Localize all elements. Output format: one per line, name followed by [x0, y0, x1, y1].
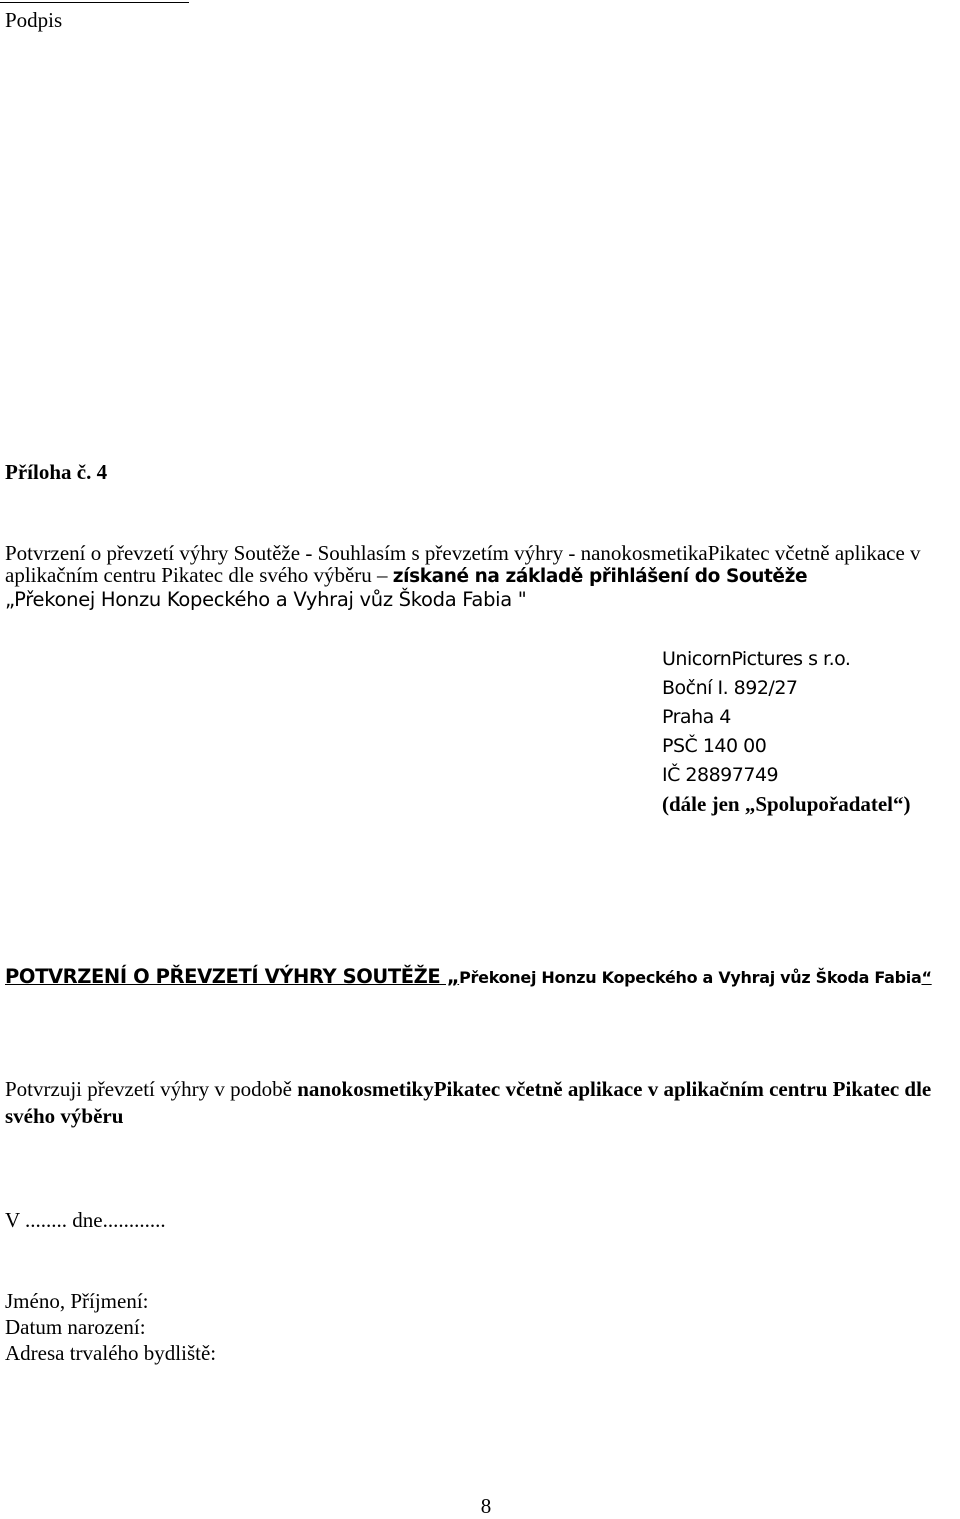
field-address-label: Adresa trvalého bydliště: — [5, 1341, 217, 1365]
heading-main: POTVRZENÍ O PŘEVZETÍ VÝHRY SOUTĚŽE „ — [5, 965, 460, 988]
signature-label: Podpis — [5, 8, 63, 32]
confirmation-heading — [5, 962, 960, 994]
organizer-street: Boční I. 892/27 — [662, 677, 798, 699]
field-name-label: Jméno, Příjmení: — [5, 1289, 149, 1313]
confirmation-paragraph — [5, 1076, 957, 1130]
heading-close-quote: “ — [921, 968, 932, 987]
place-date-line: V ........ dne............ — [5, 1208, 166, 1232]
organizer-ico: IČ 28897749 — [662, 764, 779, 786]
heading-contest: Překonej Honzu Kopeckého a Vyhraj vůz Škoda Fabia — [459, 968, 922, 987]
intro-text: Potvrzení o převzetí výhry Soutěže - Souhlasím s převzetím výhry - nanokosmetikaPikatec včetně aplikace v aplikačním centru Pikatec dle svého výběru – — [5, 541, 921, 587]
organizer-zip: PSČ 140 00 — [662, 735, 767, 757]
organizer-city: Praha 4 — [662, 706, 731, 728]
organizer-name: UnicornPictures s r.o. — [662, 648, 851, 670]
organizer-alias: (dále jen „Spolupořadatel“) — [662, 792, 911, 816]
annex-title: Příloha č. 4 — [5, 460, 108, 484]
page-number: 8 — [480, 1494, 492, 1518]
intro-paragraph — [5, 542, 957, 611]
signature-line — [0, 2, 189, 3]
field-birth-label: Datum narození: — [5, 1315, 146, 1339]
confirmation-text-bold: nanokosmetikyPikatec včetně aplikace v aplikačním centru Pikatec dle svého výběru — [5, 1077, 932, 1128]
confirmation-text: Potvrzuji převzetí výhry v podobě — [5, 1077, 298, 1101]
organizer-block — [662, 645, 911, 819]
intro-contest-name: „Překonej Honzu Kopeckého a Vyhraj vůz Škoda Fabia " — [5, 588, 527, 611]
intro-text-bold: získané na základě přihlášení do Soutěže — [392, 566, 808, 587]
